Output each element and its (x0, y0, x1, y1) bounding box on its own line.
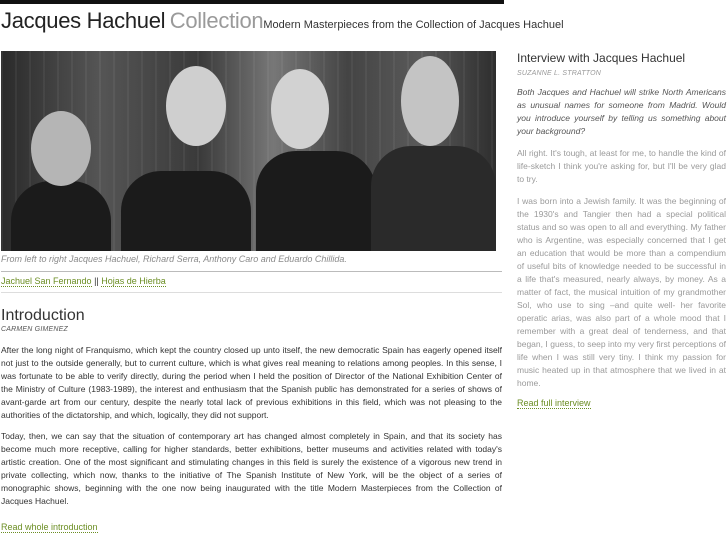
interview-author: SUZANNE L. STRATTON (517, 70, 602, 77)
divider (1, 271, 502, 272)
photo-figure-2-head (166, 66, 226, 146)
link-separator: || (94, 276, 99, 286)
intro-body (1, 344, 502, 516)
interview-title: Interview with Jacques Hachuel (517, 51, 686, 65)
group-photo (1, 51, 496, 251)
interview-sidebar (517, 51, 726, 411)
photo-figure-1-head (31, 111, 91, 186)
link-hojas-de-hierba[interactable]: Hojas de Hierba (101, 276, 166, 286)
related-links (1, 276, 166, 286)
intro-title: Introduction (1, 307, 85, 324)
brand-secondary[interactable]: Collection (169, 8, 264, 33)
photo-figure-4-body (371, 146, 496, 251)
link-jachuel-san-fernando[interactable]: Jachuel San Fernando (1, 276, 92, 286)
photo-figure-1-body (11, 181, 111, 251)
photo-figure-2-body (121, 171, 251, 251)
top-bar (0, 0, 504, 4)
divider (1, 292, 502, 293)
interview-question: Both Jacques and Hachuel will strike North Americans as unusual names for someone from Madrid. Would you introduce yourself by telling us something about your background? (517, 87, 726, 136)
read-interview-link[interactable]: Read full interview (517, 398, 591, 408)
intro-paragraph: Today, then, we can say that the situation of contemporary art has changed almost completely in Spain, and that its society has become much more receptive, calling for higher standards, better exhibitions, better museums and activities related with today's artistic creation. One of the most significant and stimulating changes in this field is surely the existence of a vigorous new trend in private collecting, which now, thanks to the initiative of The Spanish Institute of New York, will be the object of a series of monographic shows, beginning with the one now being inaugurated with the title Modern Masterpieces from the Collection of Jacques Hachuel. (1, 431, 502, 506)
read-introduction-link[interactable]: Read whole introduction (1, 522, 98, 532)
site-header (1, 8, 564, 34)
photo-caption: From left to right Jacques Hachuel, Richard Serra, Anthony Caro and Eduardo Chillida. (1, 254, 347, 264)
interview-answer: All right. It's tough, at least for me, to handle the kind of life-sketch I think you're asking for, but I'll be very glad to try. (517, 148, 726, 184)
intro-paragraph: After the long night of Franquismo, which kept the country closed up unto itself, the new democratic Spain has eagerly opened itself not just to the outside generally, but to current culture, which is what gives real meaning to relations among peoples. In this sense, I was fortunate to be able to verify directly, during the period when I held the position of Director of the National Exhibition Center of the Ministry of Culture (1983-1989), the interest and enthusiasm that the Spanish public has demonstrated for a series of shows of avant-garde art from our century, despite the nearly total lack of previous exhibitions in this field, which was not pleasing to the authorities of the dictatorship, and which, logically, they did not support. (1, 345, 502, 420)
photo-figure-4-head (401, 56, 459, 146)
photo-figure-3-body (256, 151, 376, 251)
interview-answer: I was born into a Jewish family. It was the beginning of the 1930's and Tangier then had a special political status and so was open to all and everything. My father who is Argentine, was especially concerned that I get an education that would be more than a compendium of useful bits of knowledge needed to be successful in a life that's measured, nearly always, by money. As a matter of fact, the musical intuition of my grandmother Sol, who use to sing –and quite well- her favorite operatic arias, was also part of a whole mood that I remember with a great deal of tenderness, and that began, I guess, to seep into my very first perceptions of life when I was still very tiny. I think my passion for music heated up in that atmosphere that we lived in at home. (517, 196, 726, 388)
brand-primary[interactable]: Jacques Hachuel (1, 8, 166, 33)
tagline: Modern Masterpieces from the Collection of Jacques Hachuel (263, 19, 564, 31)
intro-author: CARMEN GIMENEZ (1, 326, 68, 333)
photo-figure-3-head (271, 69, 329, 149)
